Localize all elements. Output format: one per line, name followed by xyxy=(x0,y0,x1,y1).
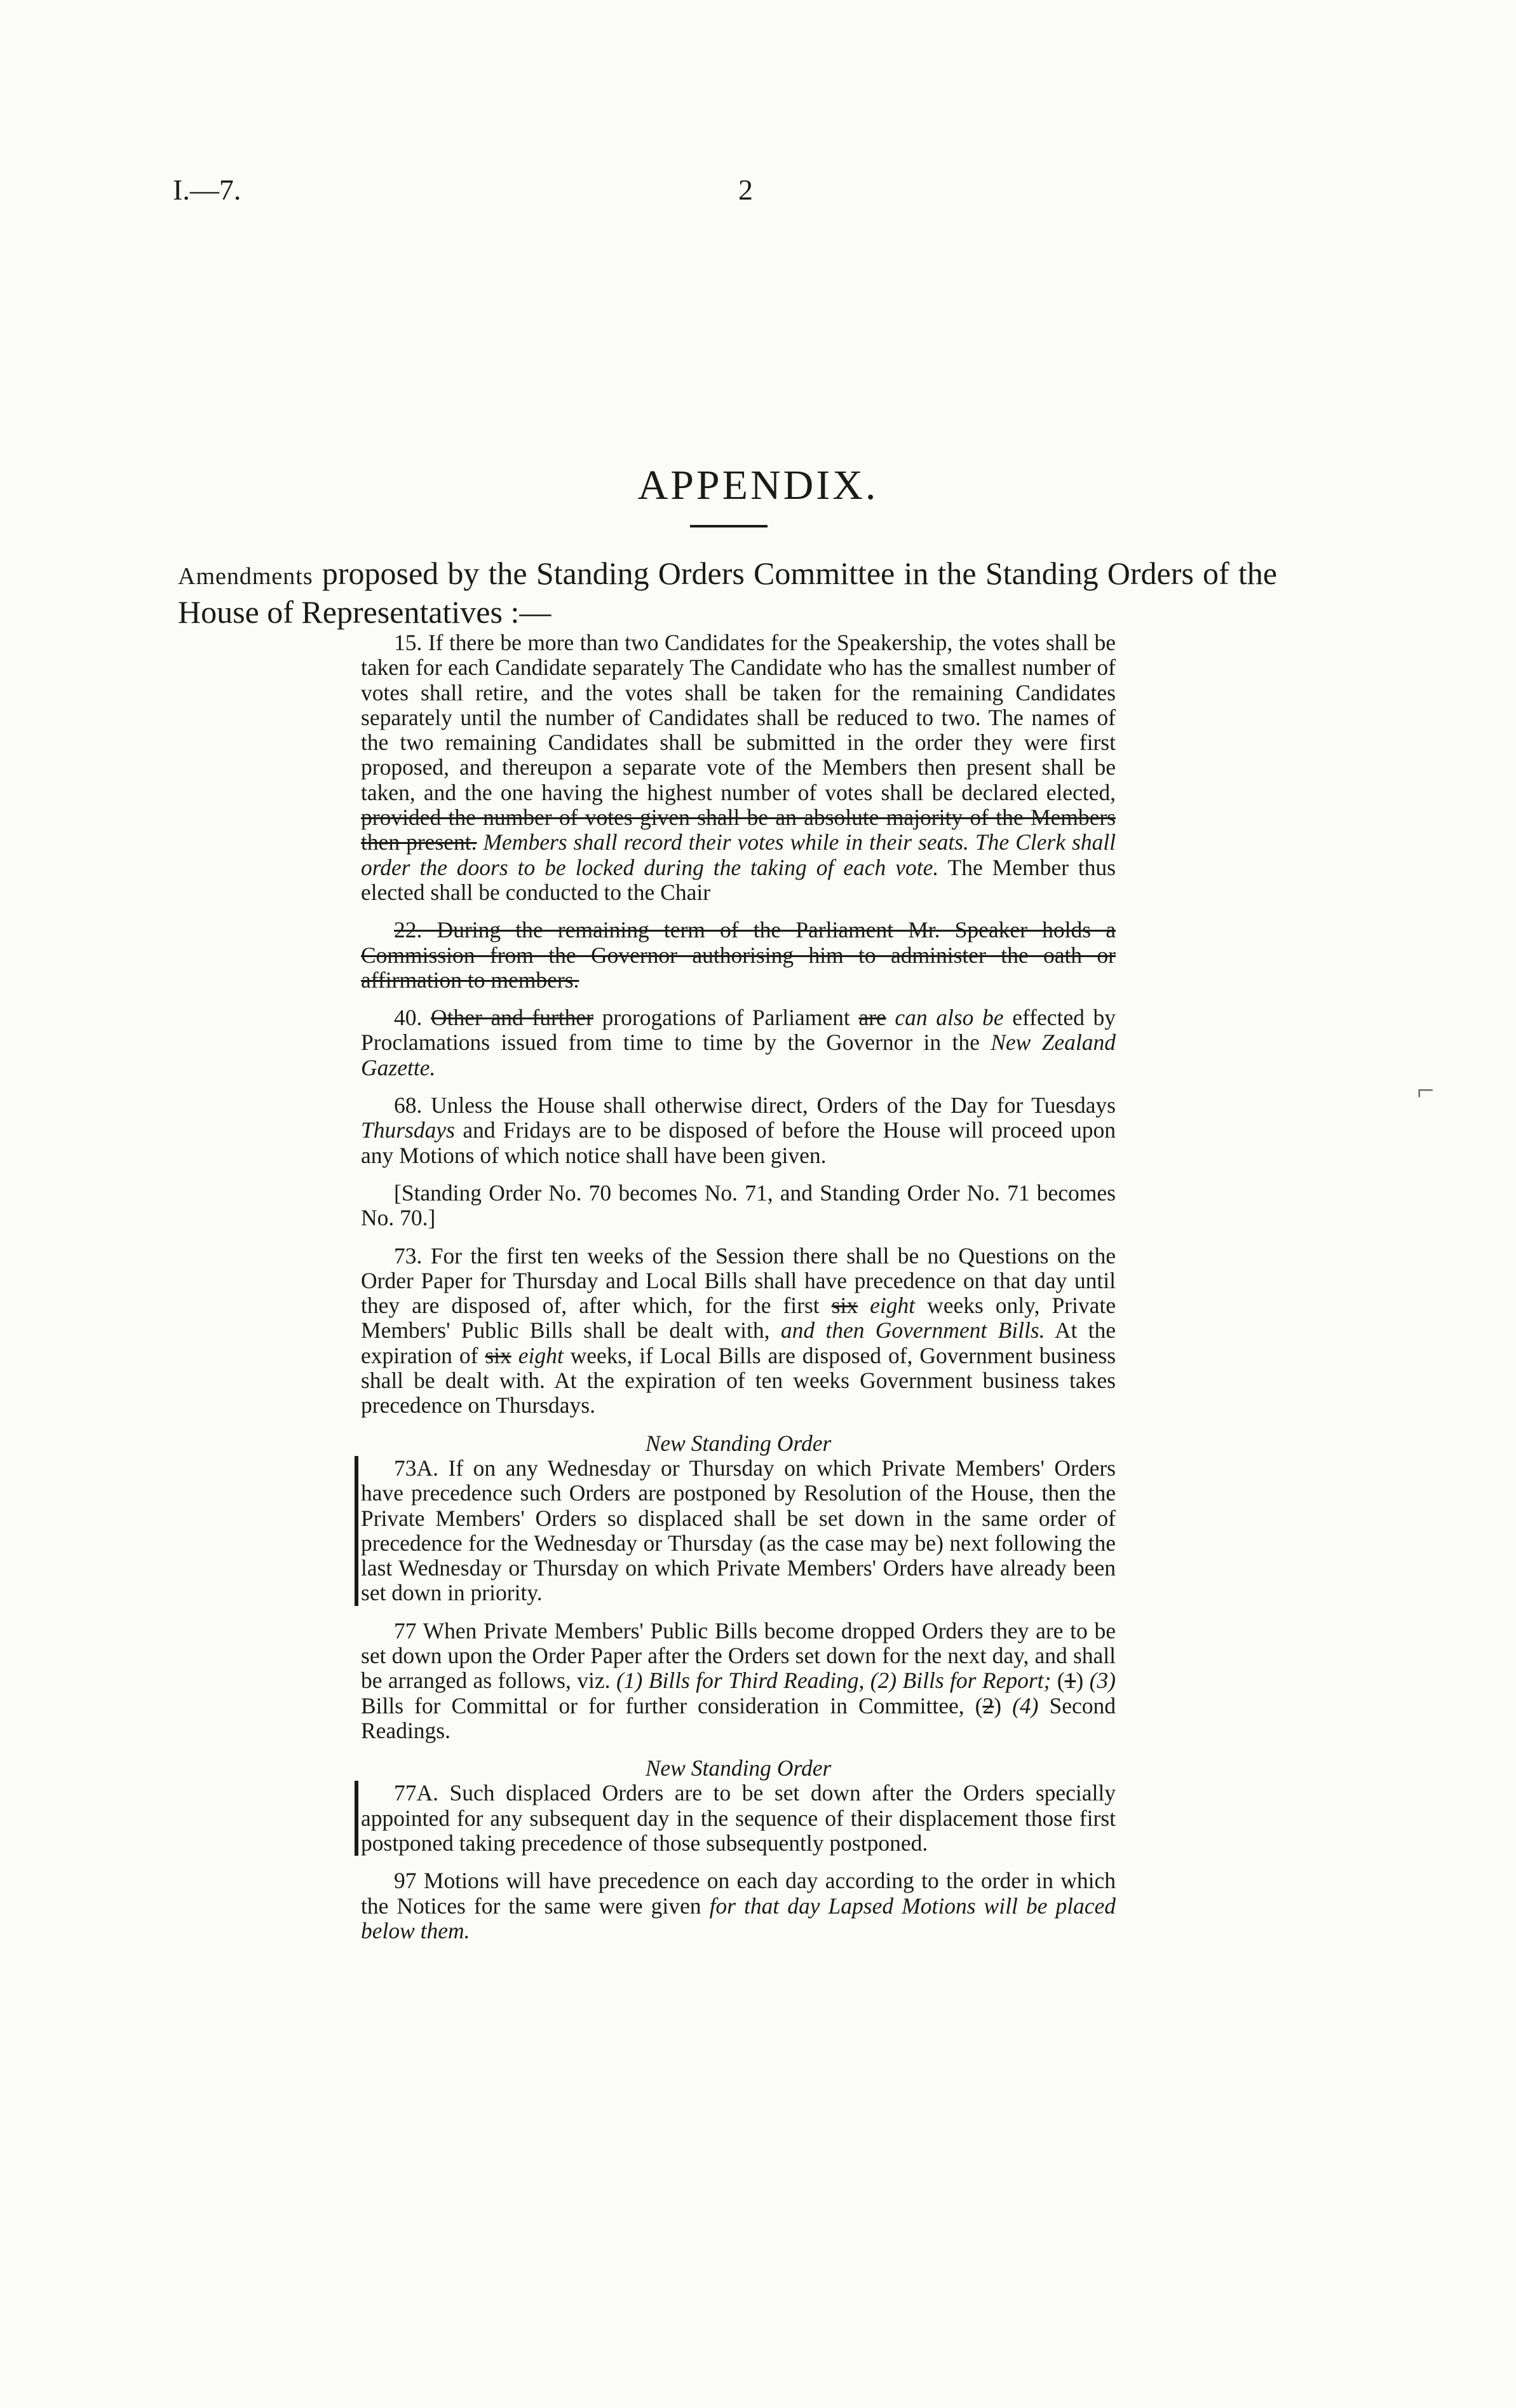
renumbering-note: [Standing Order No. 70 becomes No. 71, and Standing Order No. 71 becomes No. 70.] xyxy=(361,1180,1116,1231)
standing-order-68: 68. Unless the House shall otherwise direct, Orders of the Day for Tuesdays Thursdays and Fridays are to be disposed of before the House will proceed upon any Motions of which notice shall have been given. xyxy=(361,1092,1116,1168)
document-reference: I.—7. xyxy=(173,173,241,206)
standing-order-22: 22. During the remaining term of the Parliament Mr. Speaker holds a Commission from the Governor authorising him to administer the oath or affirmation to members. xyxy=(361,917,1116,993)
page-number: 2 xyxy=(738,173,753,206)
standing-order-97: 97 Motions will have precedence on each day according to the order in which the Notices for the same were given for that day Lapsed Motions will be placed below them. xyxy=(361,1868,1116,1943)
standing-order-77: 77 When Private Members' Public Bills become dropped Orders they are to be set down upon the Order Paper after the Orders set down for the next day, and shall be arranged as follows, viz. (1) Bills for Third Reading, (2) Bills for Report; (1) (3) Bills for Committal or for further consideration in Committee, (2) (4) Second Readings. xyxy=(361,1617,1116,1743)
intro-text: proposed by the Standing Orders Committee in the Standing Orders of the House of Representatives :— xyxy=(178,555,1277,630)
new-standing-order-heading: New Standing Order xyxy=(645,1430,832,1456)
new-standing-order-heading: New Standing Order xyxy=(645,1755,832,1781)
standing-order-77a: 77A. Such displaced Orders are to be set down after the Orders specially appointed for any subsequent day in the sequence of their displacement those first postponed taking precedence of those subsequently postponed. xyxy=(361,1781,1116,1856)
standing-order-40: 40. Other and further prorogations of Parliament are can also be effected by Proclamations issued from time to time by the Governor in the New Zealand Gazette. xyxy=(361,1005,1116,1080)
amendments-body xyxy=(361,630,1116,1956)
intro-lead: Amendments xyxy=(178,563,313,590)
standing-order-73a: 73A. If on any Wednesday or Thursday on which Private Members' Orders have precedence such Orders are postponed by Resolution of the House, then the Private Members' Orders so displaced shall be set down in the same order of precedence for the Wednesday or Thursday (as the case may be) next following the last Wednesday or Thursday on which Private Members' Orders have already been set down in priority. xyxy=(361,1456,1116,1606)
standing-order-73: 73. For the first ten weeks of the Session there shall be no Questions on the Order Paper for Thursday and Local Bills shall have precedence on that day until they are disposed of, after which, for the first six eight weeks only, Private Members' Public Bills shall be dealt with, and then Government Bills. At the expiration of six eight weeks, if Local Bills are disposed of, Government business shall be dealt with. At the expiration of ten weeks Government business takes precedence on Thursdays. xyxy=(361,1242,1116,1418)
margin-bar xyxy=(355,1456,358,1606)
intro-paragraph xyxy=(178,554,1277,632)
page-title: APPENDIX. xyxy=(637,462,879,508)
margin-mark: ⌐ xyxy=(1417,1073,1435,1107)
title-rule xyxy=(690,525,768,527)
standing-order-15: 15. If there be more than two Candidates for the Speakership, the votes shall be taken for each Candidate separately The Candidate who has the smallest number of votes shall retire, and the votes shall be taken for the remaining Candidates separately until the number of Candidates shall be reduced to two. The names of the two remaining Candidates shall be submitted in the order they were first proposed, and thereupon a separate vote of the Members then present shall be taken, and the one having the highest number of votes shall be declared elected, provided the number of votes given shall be an absolute majority of the Members then present. Members shall record their votes while in their seats. The Clerk shall order the doors to be locked during the taking of each vote. The Member thus elected shall be conducted to the Chair xyxy=(361,630,1116,905)
margin-bar xyxy=(355,1781,358,1856)
